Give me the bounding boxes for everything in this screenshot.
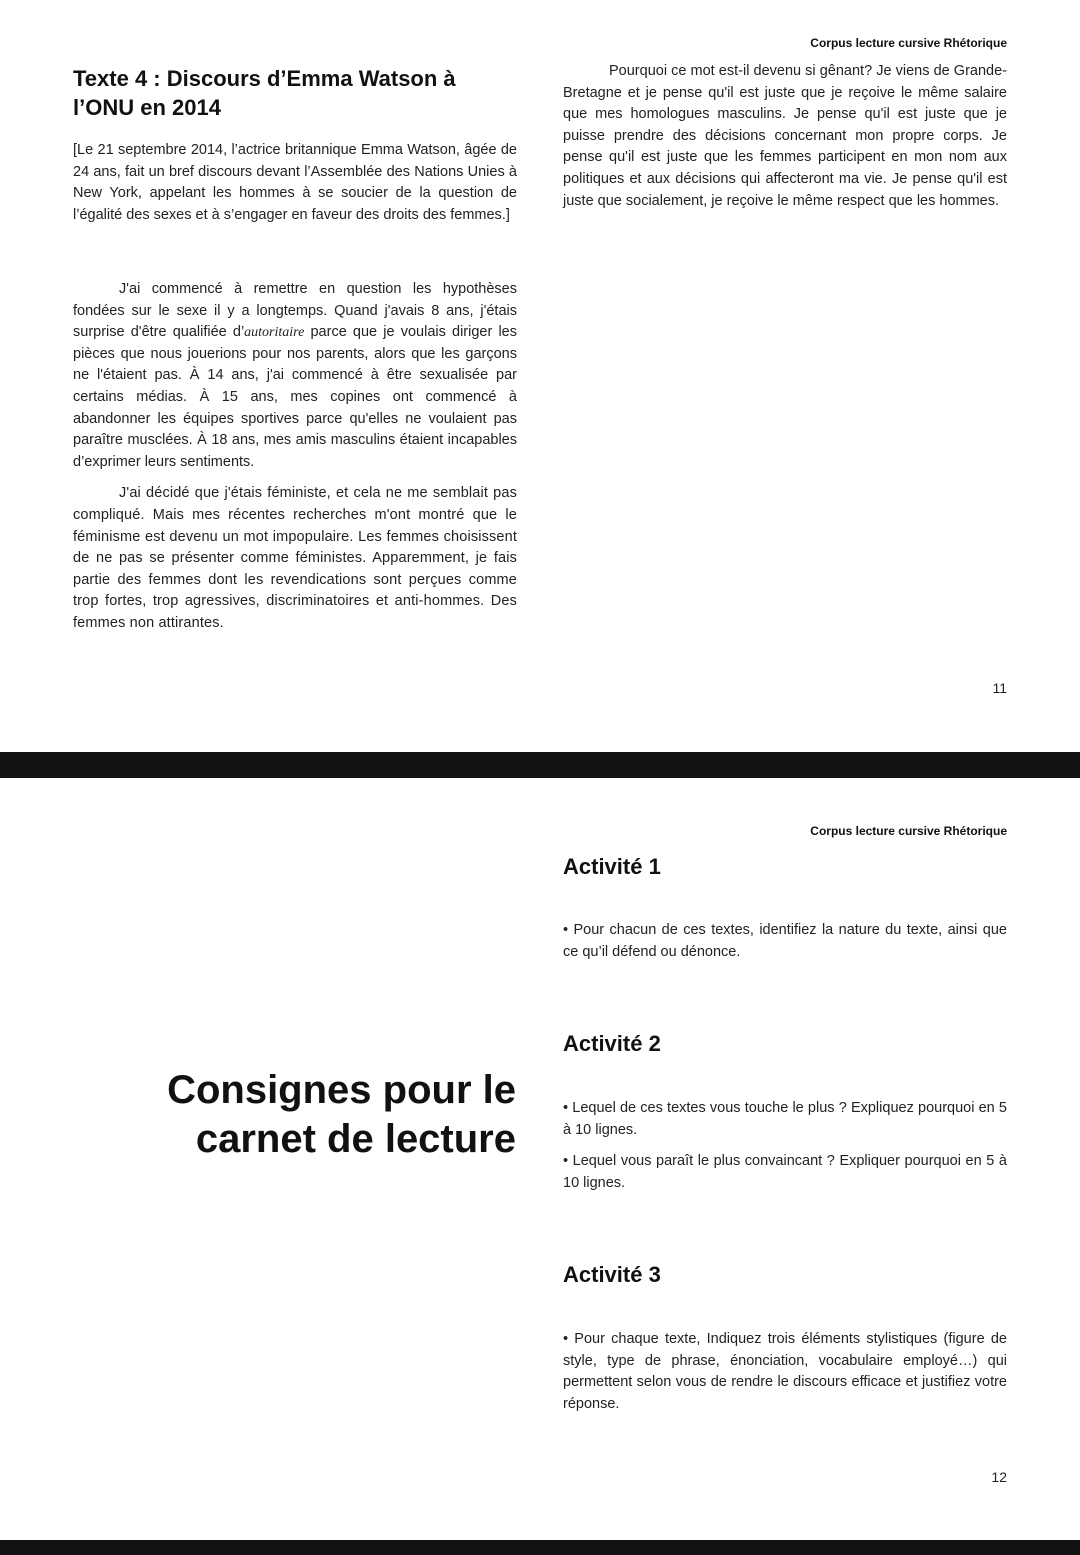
activity-2-item-2: • Lequel vous paraît le plus convaincant ? Expliquer pourquoi en 5 à 10 lignes.	[563, 1153, 1007, 1191]
activity-3-item: • Pour chaque texte, Indiquez trois éléments stylistiques (figure de style, type de phrase, énonciation, vocabulaire employé…) qui permettent selon vous de rendre le discours efficace et justifiez votre réponse.	[563, 1331, 1007, 1412]
page-number: 12	[991, 1469, 1007, 1485]
page-12	[0, 778, 1080, 1540]
activity-1-title: Activité 1	[563, 854, 661, 879]
instructions-title: Consignes pour le carnet de lecture	[167, 1068, 516, 1161]
speech-paragraph-3: Pourquoi ce mot est-il devenu si gênant? Je viens de Grande- Bretagne et je pense qu'il est juste que je reçoive le même salaire que mes homologues masculins. Je pense qu'il est juste que je puisse prendre des décisions concernant mon propre corps. Je pense qu'il est juste que les femmes participent en mon nom aux politiques et aux décisions qui affecteront ma vie. Je pense qu'il est juste que socialement, je reçoive le même respect que les hommes.	[563, 63, 1007, 209]
page-11	[0, 0, 1080, 752]
running-header: Corpus lecture cursive Rhétorique	[810, 824, 1007, 838]
left-column-body	[73, 279, 517, 635]
page-number: 11	[992, 680, 1007, 696]
activity-3-title: Activité 3	[563, 1262, 661, 1287]
activity-1-item: • Pour chacun de ces textes, identifiez la nature du texte, ainsi que ce qu’il défend ou dénonce.	[563, 922, 1007, 960]
page-separator-bottom	[0, 1540, 1080, 1555]
activity-2-item-1: • Lequel de ces textes vous touche le plus ? Expliquez pourquoi en 5 à 10 lignes.	[563, 1100, 1007, 1138]
speech-paragraph-1: J'ai commencé à remettre en question les hypothèses fondées sur le sexe il y a longtemps. Quand j'avais 8 ans, j'étais surprise d'être qualifiée d’autoritaire parce que je voulais diriger les pièces que nous jouerions pour nos parents, alors que les garçons ne l'étaient pas. À 14 ans, j'ai commencé à être sexualisée par certains médias. À 15 ans, mes copines ont commencé à abandonner les équipes sportives parce qu'elles ne voulaient pas paraître musclées. À 18 ans, mes amis masculins étaient incapables d’exprimer leurs sentiments.	[73, 281, 517, 470]
activity-2-title: Activité 2	[563, 1031, 661, 1056]
emphasized-word: autoritaire	[244, 325, 305, 341]
text-title: Texte 4 : Discours d’Emma Watson à l’ONU en 2014	[73, 66, 456, 120]
text-intro: [Le 21 septembre 2014, l’actrice britannique Emma Watson, âgée de 24 ans, fait un bref discours devant l’Assemblée des Nations Unies à New York, appelant les hommes à se soucier de la question de l’égalité des sexes et à s’engager en faveur des droits des femmes.]	[73, 142, 517, 223]
running-header: Corpus lecture cursive Rhétorique	[810, 36, 1007, 50]
left-column	[73, 64, 517, 226]
right-column	[563, 61, 1007, 212]
page-separator	[0, 752, 1080, 778]
speech-paragraph-2: J'ai décidé que j'étais féministe, et cela ne me semblait pas compliqué. Mais mes récentes recherches m'ont montré que le féminisme est devenu un mot impopulaire. Les femmes choisissent de ne pas se présenter comme féministes. Apparemment, je fais partie des femmes dont les revendications sont perçues comme trop fortes, trop agressives, discriminatoires et anti-hommes. Des femmes non attirantes.	[73, 485, 517, 631]
